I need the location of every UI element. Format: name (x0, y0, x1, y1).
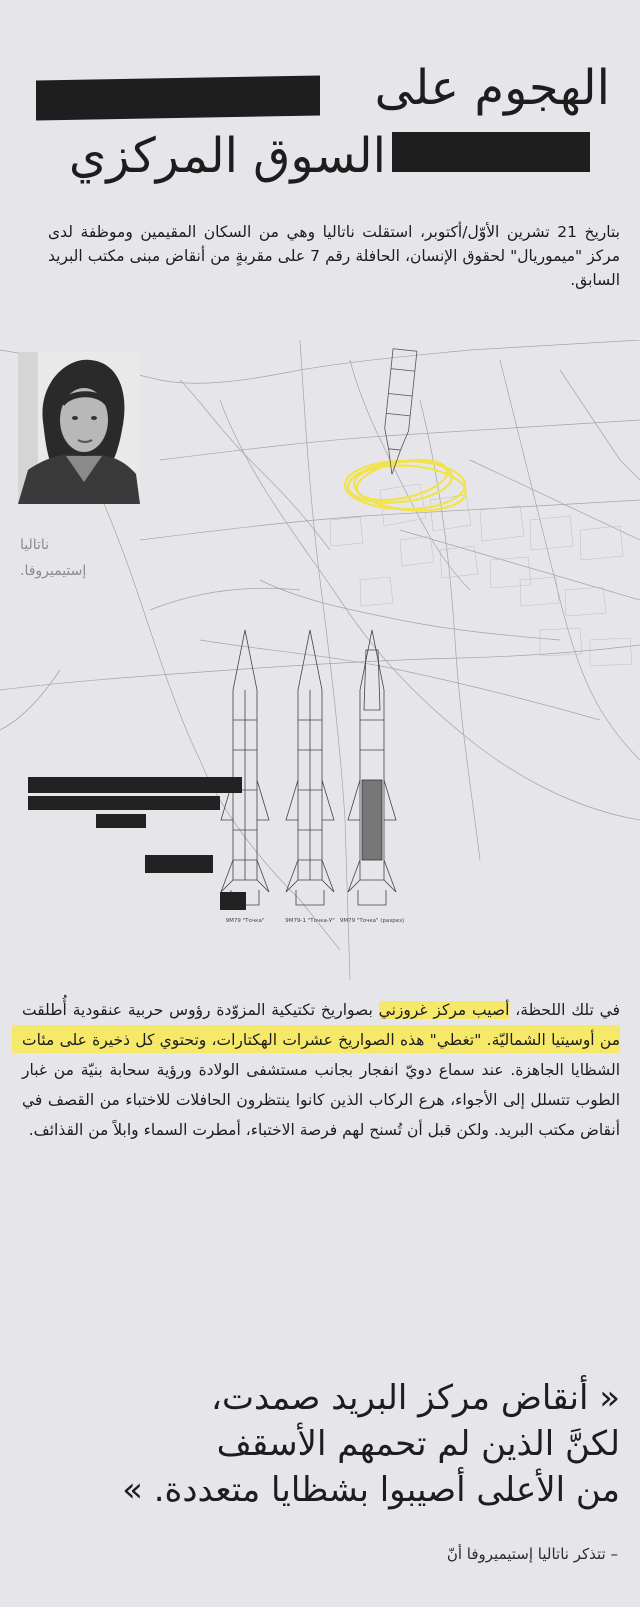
redaction-bar-title-1 (36, 76, 320, 121)
missile-3-drawing (348, 630, 396, 905)
pull-quote-line-3: من الأعلى أصيبوا بشظايا متعددة. » (122, 1470, 620, 1510)
pull-quote-line-2: لكنَّ الذين لم تحمهم الأسقف (216, 1424, 620, 1464)
highlight-text-2: المزوّدة رؤوس حربية عنقودية (72, 1001, 266, 1019)
quote-attribution: – تتذكر ناتاليا إستيميروفا أنّ (446, 1545, 618, 1563)
missile-3-label: 9M79 "Tочка" (разрез) (339, 918, 405, 924)
redaction-bar-2 (28, 796, 220, 810)
body-text-part-3: أُطلقت من أوسيتيا الشماليّة. "تغطي" هذه الصواريخ عشرات الهكتارات، وتحتوي كل ذخيرة على مئات الشظايا الجاهزة. عند سماع دويّ انفجار بجانب مستشفى الولادة ورؤية سحابة بنيّة من غبار الطوب تتسلل إلى الأجواء، هرع الركاب الذين كانوا ينتظرون الحافلات للاختباء من القصف في أنقاض مكتب البريد. ولكن قبل أن تُسنح لهم فرصة الاختباء، أمطرت السماء وابلاً من القذائف. (22, 1001, 620, 1139)
pull-quote (20, 1375, 620, 1513)
missile-top-drawing (380, 349, 417, 476)
pull-quote-line-1: « أنقاض مركز البريد صمدت، (210, 1378, 620, 1418)
portrait-caption (20, 532, 145, 584)
missile-labels (226, 918, 405, 924)
portrait-photo (18, 352, 140, 504)
page-title-line-1: الهجوم على (374, 60, 610, 116)
missile-1-label: 9M79 "Tочка" (225, 918, 265, 924)
missile-2-drawing (286, 630, 334, 905)
body-text-part-1: في تلك اللحظة، (509, 1001, 621, 1019)
missile-2-label: 9M79-1 "Tочка-У" (285, 918, 335, 924)
impact-area-marker (345, 453, 468, 515)
highlight-text-1: أصيب مركز غروزني (378, 1001, 510, 1019)
redaction-bar-title-2 (392, 132, 590, 172)
missile-group (221, 630, 396, 905)
portrait-caption-line-1: ناتاليا (20, 537, 50, 553)
page-title-line-2: السوق المركزي (68, 128, 386, 184)
redaction-bar-3 (96, 814, 146, 828)
map-blocks (330, 484, 632, 666)
body-text-part-2: بصواريخ تكتيكية (265, 1001, 379, 1019)
redaction-bar-1 (28, 777, 242, 793)
missile-1-drawing (221, 630, 269, 905)
intro-paragraph: بتاريخ 21 تشرين الأوّل/أكتوبر، استقلت ناتاليا وهي من السكان المقيمين وموظفة لدى مركز "ميموريال" لحقوق الإنسان، الحافلة رقم 7 على مقربةٍ من أنقاض مبنى مكتب البريد السابق. (48, 223, 620, 289)
portrait-caption-line-2: إستيميروفا. (20, 563, 87, 579)
redaction-bar-4 (145, 855, 213, 873)
body-paragraph (22, 995, 620, 1145)
redaction-bar-5 (220, 892, 246, 910)
